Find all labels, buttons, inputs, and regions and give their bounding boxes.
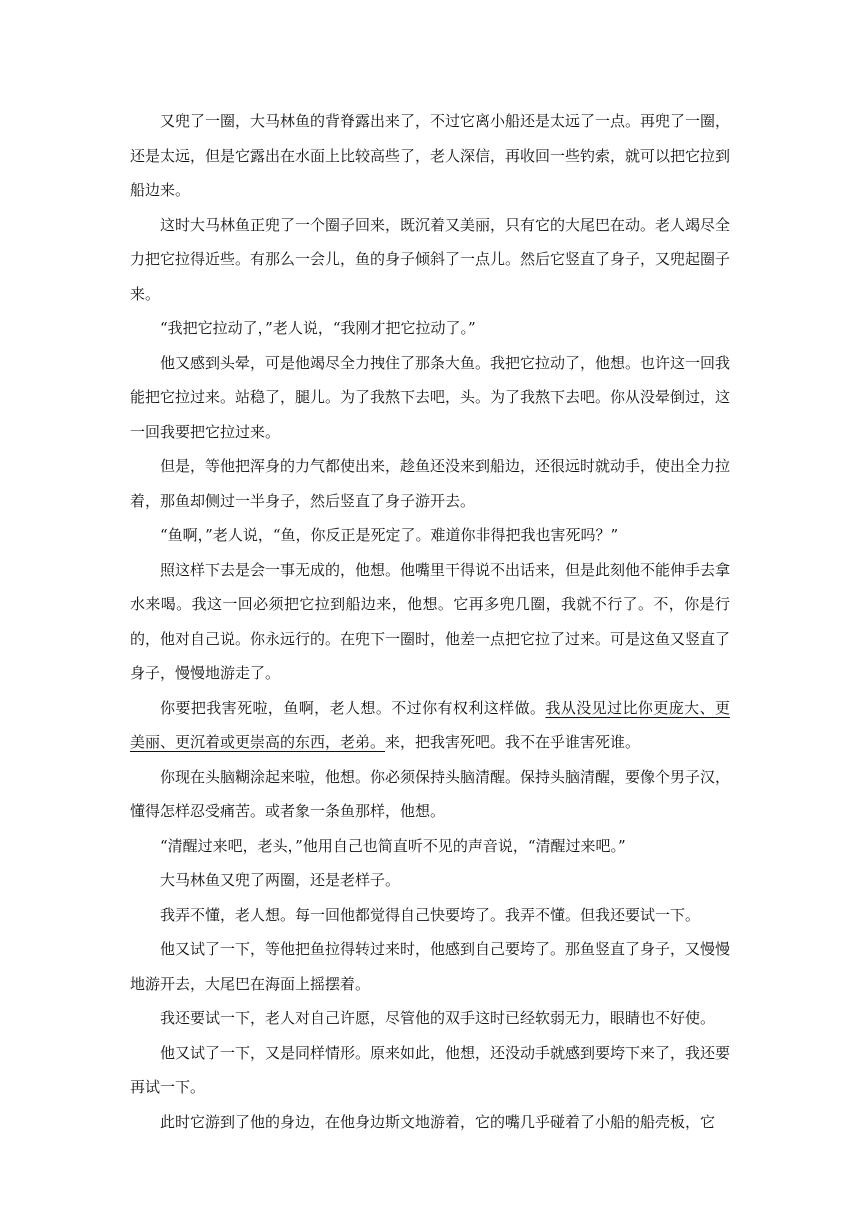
- paragraph: “我把它拉动了，”老人说，“我刚才把它拉动了。”: [160, 319, 476, 337]
- paragraph-text: 你要把我害死啦，鱼啊，老人想。不过你有权利这样做。: [160, 698, 546, 717]
- paragraph: 他又试了一下，又是同样情形。原来如此，他想，还没动手就感到要垮下来了，我还要再试一下。: [130, 1043, 731, 1096]
- document-body: [130, 104, 730, 1139]
- paragraph: 但是，等他把浑身的力气都使出来，趁鱼还没来到船边，还很远时就动手，使出全力拉着，那鱼却侧过一半身子，然后竖直了身子游开去。: [130, 457, 731, 510]
- paragraph-with-underline: [130, 691, 730, 760]
- paragraph: 他又感到头晕，可是他竭尽全力拽住了那条大鱼。我把它拉动了，他想。也许这一回我能把它拉过来。站稳了，腿儿。为了我熬下去吧，头。为了我熬下去吧。你从没晕倒过，这一回我要把它拉过来。: [130, 353, 731, 441]
- paragraph: 这时大马林鱼正兜了一个圈子回来，既沉着又美丽，只有它的大尾巴在动。老人竭尽全力把它拉得近些。有那么一会儿，鱼的身子倾斜了一点儿。然后它竖直了身子，又兜起圈子来。: [130, 215, 731, 303]
- paragraph: 你现在头脑糊涂起来啦，他想。你必须保持头脑清醒。保持头脑清醒，要像个男子汉，懂得怎样忍受痛苦。或者象一条鱼那样，他想。: [130, 767, 731, 820]
- paragraph: 此时它游到了他的身边，在他身边斯文地游着，它的嘴几乎碰着了小船的船壳板，它: [160, 1112, 716, 1131]
- paragraph: “清醒过来吧，老头，”他用自己也简直听不见的声音说，“清醒过来吧。”: [160, 836, 626, 855]
- paragraph: 我还要试一下，老人对自己许愿，尽管他的双手这时已经软弱无力，眼睛也不好使。: [160, 1009, 716, 1027]
- paragraph: 照这样下去是会一事无成的，他想。他嘴里干得说不出话来，但是此刻他不能伸手去拿水来喝。我这一回必须把它拉到船边来，他想。它再多兜几圈，我就不行了。不，你是行的，他对自己说。你永远行的。在兜下一圈时，他差一点把它拉了过来。可是这鱼又竖直了身子，慢慢地游走了。: [130, 560, 731, 682]
- paragraph: “鱼啊，”老人说，“鱼，你反正是死定了。难道你非得把我也害死吗？”: [160, 526, 619, 544]
- paragraph: 大马林鱼又兜了两圈，还是老样子。: [160, 871, 401, 889]
- paragraph: 我弄不懂，老人想。每一回他都觉得自己快要垮了。我弄不懂。但我还要试一下。: [160, 905, 701, 924]
- underlined-sentence: 我从没见过比你更庞大、更美丽、更沉着或更崇高的东西，老弟。: [130, 698, 730, 751]
- paragraph-text: 来，把我害死吧。我不在乎谁害死谁。: [385, 733, 641, 751]
- paragraph: 他又试了一下，等他把鱼拉得转过来时，他感到自己要垮了。那鱼竖直了身子，又慢慢地游开去，大尾巴在海面上摇摆着。: [130, 940, 731, 993]
- paragraph: 又兜了一圈，大马林鱼的背脊露出来了，不过它离小船还是太远了一点。再兜了一圈，还是太远，但是它露出在水面上比较高些了，老人深信，再收回一些钓索，就可以把它拉到船边来。: [130, 112, 731, 199]
